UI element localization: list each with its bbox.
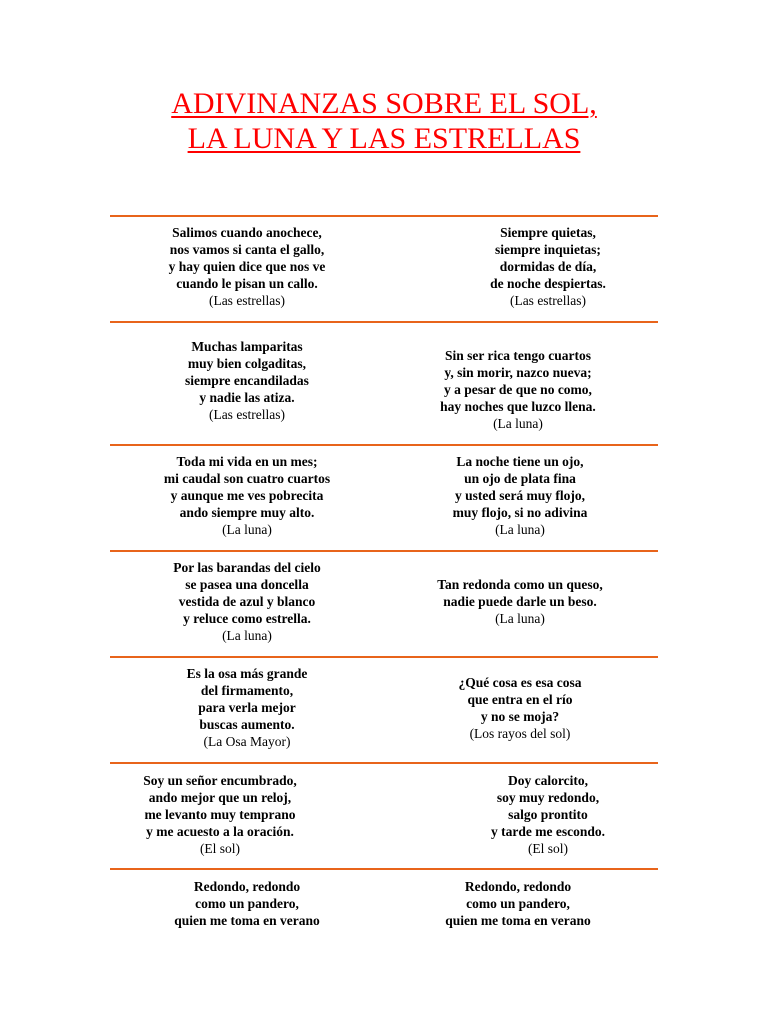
riddle [95, 772, 345, 857]
page-title [0, 86, 768, 156]
riddle-line: La noche tiene un ojo, [456, 454, 584, 469]
row-divider [110, 656, 658, 658]
riddle-line: Tan redonda como un queso, [437, 577, 603, 592]
riddle-line: Doy calorcito, [508, 773, 588, 788]
riddle-answer: (La Osa Mayor) [203, 734, 291, 749]
riddle-line: muy bien colgaditas, [187, 356, 307, 371]
riddle-line: Redondo, redondo [464, 879, 572, 894]
riddle-answer: (La luna) [493, 416, 543, 431]
riddle [122, 559, 372, 644]
riddle-line: Redondo, redondo [193, 879, 301, 894]
riddle-line: nos vamos si canta el gallo, [169, 242, 325, 257]
riddle-line: y aunque me ves pobrecita [170, 488, 324, 503]
riddle-line: ando mejor que un reloj, [148, 790, 292, 805]
riddle-line: del firmamento, [200, 683, 294, 698]
row-divider [110, 215, 658, 217]
riddle-line: buscas aumento. [199, 717, 295, 732]
riddle-line: hay noches que luzco llena. [440, 399, 596, 414]
riddle-line: siempre encandiladas [185, 373, 309, 388]
riddle-line: dormidas de día, [499, 259, 597, 274]
riddle-line: Muchas lamparitas [191, 339, 303, 354]
riddle-line: quien me toma en verano [174, 913, 320, 928]
riddle [395, 674, 645, 742]
riddle-line: ¿Qué cosa es esa cosa [458, 675, 582, 690]
riddle-line: muy flojo, si no adivina [452, 505, 588, 520]
riddle [393, 347, 643, 432]
riddle-line: y tarde me escondo. [491, 824, 605, 839]
riddle-line: se pasea una doncella [185, 577, 309, 592]
riddle [122, 224, 372, 309]
riddle-answer: (Las estrellas) [509, 293, 587, 308]
title-line-1: ADIVINANZAS SOBRE EL SOL, [171, 87, 597, 120]
riddle-line: mi caudal son cuatro cuartos [163, 471, 331, 486]
riddle-answer: (La luna) [222, 628, 272, 643]
riddle-line: vestida de azul y blanco [178, 594, 316, 609]
riddle-answer: (La luna) [495, 611, 545, 626]
riddle [395, 453, 645, 538]
riddle-answer: (La luna) [222, 522, 272, 537]
row-divider [110, 321, 658, 323]
riddle-line: me levanto muy temprano [144, 807, 296, 822]
riddle-line: como un pandero, [466, 896, 570, 911]
riddle-line: que entra en el río [467, 692, 573, 707]
riddle [122, 453, 372, 538]
riddle-line: y no se moja? [480, 709, 560, 724]
riddle-line: un ojo de plata fina [464, 471, 576, 486]
riddle-answer: (Las estrellas) [208, 293, 286, 308]
riddle-line: soy muy redondo, [496, 790, 600, 805]
riddle [395, 576, 645, 627]
riddle-answer: (Las estrellas) [208, 407, 286, 422]
riddle-line: Sin ser rica tengo cuartos [445, 348, 591, 363]
riddle-line: Salimos cuando anochece, [172, 225, 322, 240]
riddle-line: para verla mejor [198, 700, 296, 715]
riddle-line: y usted será muy flojo, [454, 488, 586, 503]
riddle-line: siempre inquietas; [495, 242, 601, 257]
title-line-2: LA LUNA Y LAS ESTRELLAS [187, 122, 581, 155]
riddle-line: Es la osa más grande [186, 666, 308, 681]
riddle-line: y nadie las atiza. [199, 390, 295, 405]
riddle-answer: (El sol) [199, 841, 241, 856]
row-divider [110, 762, 658, 764]
riddle-line: y a pesar de que no como, [444, 382, 592, 397]
riddle [423, 772, 673, 857]
riddle-line: salgo prontito [508, 807, 588, 822]
riddle-answer: (La luna) [495, 522, 545, 537]
riddle-line: y, sin morir, nazco nueva; [444, 365, 592, 380]
riddle-line: quien me toma en verano [445, 913, 591, 928]
riddle [423, 224, 673, 309]
riddle [122, 338, 372, 423]
row-divider [110, 444, 658, 446]
row-divider [110, 550, 658, 552]
riddle-answer: (El sol) [527, 841, 569, 856]
riddle-line: y hay quien dice que nos ve [168, 259, 326, 274]
riddle-line: Por las barandas del cielo [173, 560, 321, 575]
riddle-line: y reluce como estrella. [183, 611, 311, 626]
riddle-line: y me acuesto a la oración. [146, 824, 294, 839]
riddle-line: cuando le pisan un callo. [176, 276, 318, 291]
riddle-line: nadie puede darle un beso. [443, 594, 597, 609]
riddle-answer: (Los rayos del sol) [469, 726, 571, 741]
riddle-line: de noche despiertas. [490, 276, 606, 291]
row-divider [110, 868, 658, 870]
riddle-line: ando siempre muy alto. [179, 505, 315, 520]
riddle-line: como un pandero, [195, 896, 299, 911]
riddle-line: Siempre quietas, [500, 225, 596, 240]
riddle [122, 878, 372, 929]
riddle-line: Soy un señor encumbrado, [143, 773, 297, 788]
riddle-line: Toda mi vida en un mes; [176, 454, 318, 469]
riddle [122, 665, 372, 750]
riddle [393, 878, 643, 929]
